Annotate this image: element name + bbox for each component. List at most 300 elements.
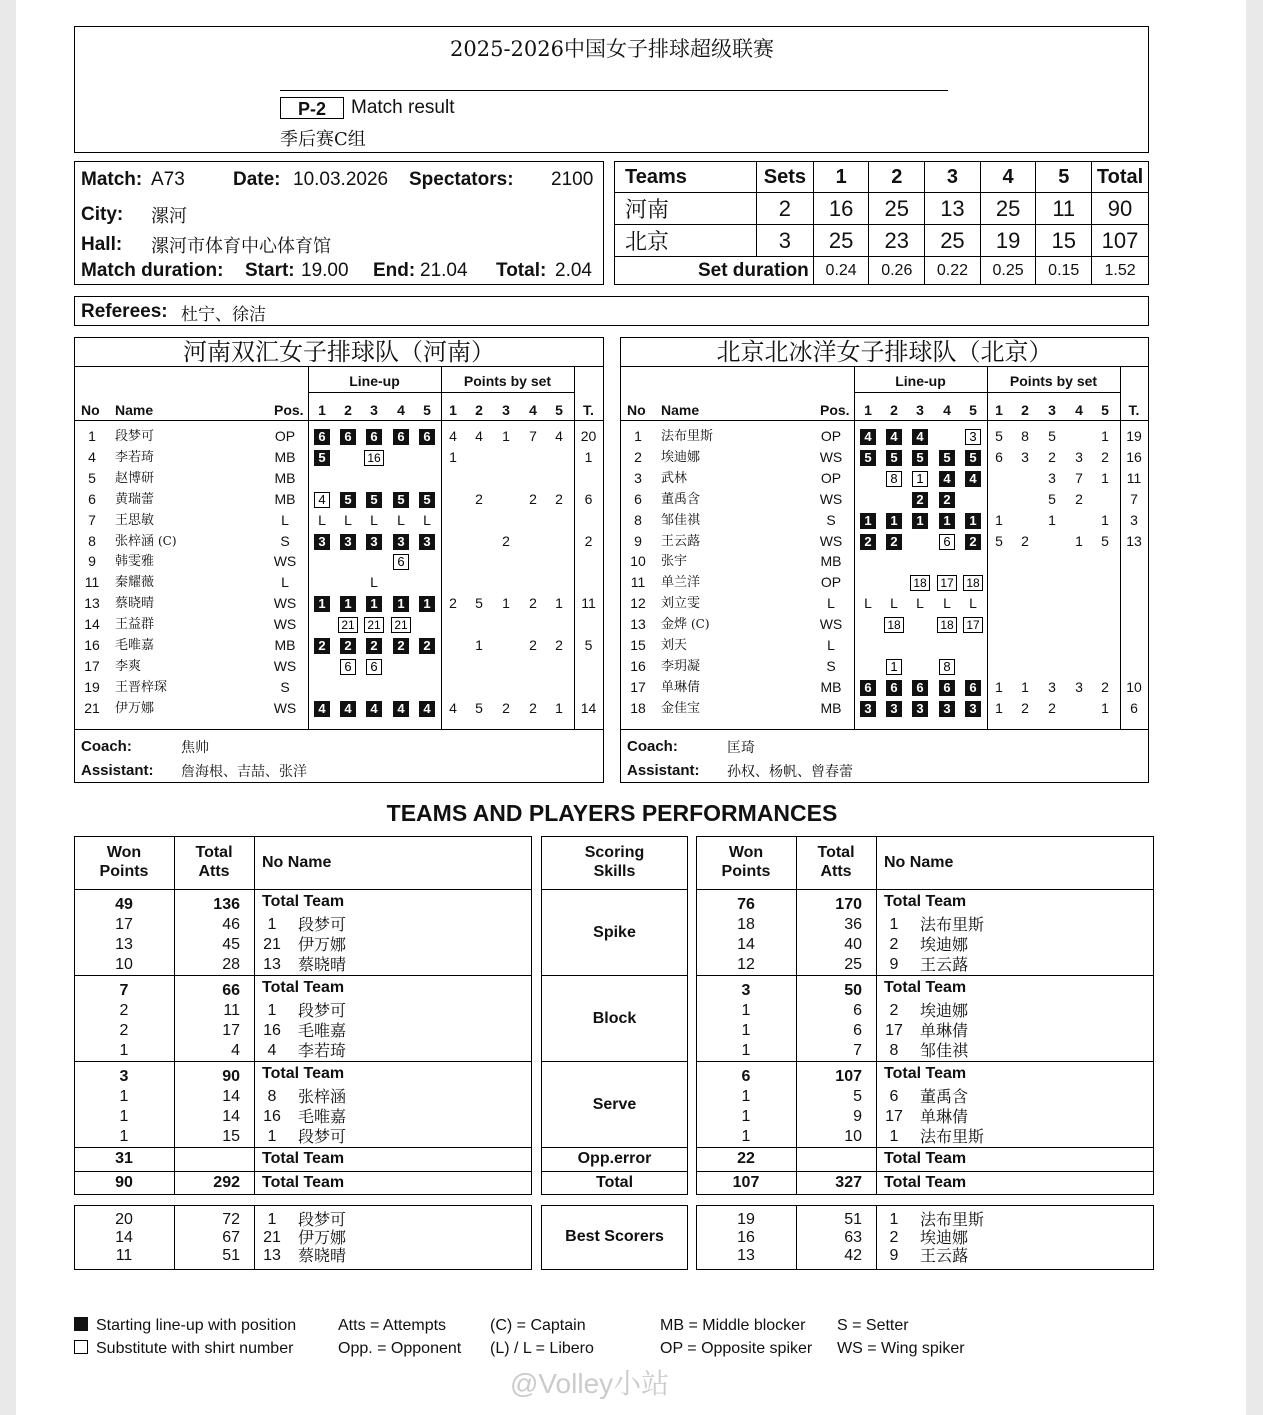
player-name: 王益群 (115, 617, 155, 633)
substitute-mark: 8 (939, 659, 955, 675)
player-row (75, 656, 603, 677)
set-points: 3 (1048, 469, 1056, 486)
set-points: 7 (1075, 469, 1083, 486)
starting-position-mark: 5 (314, 450, 330, 466)
player-atts: 14 (222, 1108, 240, 1125)
player-atts: 14 (222, 1088, 240, 1105)
player-name: 金佳宝 (661, 700, 701, 716)
player-position: WS (273, 657, 297, 674)
set-points: 4 (555, 428, 563, 444)
player-total-points: 13 (1126, 532, 1142, 549)
performance-row-rule (74, 1061, 532, 1062)
performance-row-rule (696, 1171, 1154, 1172)
player-atts: 11 (223, 1002, 240, 1019)
legend-substitute (74, 1340, 293, 1358)
player-position: MB (274, 469, 296, 486)
team-total-atts: 170 (835, 896, 862, 913)
header-box (74, 26, 1149, 153)
legend-s: S = Setter (837, 1317, 909, 1334)
player-name: 张梓涵 (298, 1087, 347, 1106)
player-number: 1 (889, 916, 899, 933)
set-points: 2 (502, 699, 510, 716)
referees-box (74, 296, 1149, 326)
player-number: 8 (889, 1042, 899, 1059)
away-set2: 23 (869, 225, 925, 257)
player-row (621, 635, 1148, 656)
player-name: 刘立雯 (661, 596, 701, 612)
set-points: 2 (1048, 699, 1056, 716)
player-number: 9 (889, 956, 899, 973)
player-name: 李若琦 (115, 449, 155, 465)
skills-row-rule (541, 1171, 688, 1172)
player-name: 王云蕗 (920, 955, 969, 974)
starting-position-mark: 1 (340, 596, 356, 612)
assistant-names: 詹海根、吉喆、张洋 (181, 764, 307, 780)
match-info-box (74, 161, 604, 285)
substitute-mark: 4 (314, 492, 330, 508)
scorer-atts: 51 (222, 1247, 240, 1264)
player-number: 1 (267, 916, 277, 933)
player-atts: 17 (222, 1022, 240, 1039)
set-points: 2 (1101, 448, 1109, 465)
player-name: 蔡晓晴 (115, 596, 155, 612)
performance-row-rule (74, 1147, 532, 1148)
player-total-points: 1 (584, 448, 593, 465)
player-row (621, 447, 1148, 468)
team-won-points: 3 (741, 982, 751, 999)
coach-rule (621, 729, 1148, 730)
scorer-name: 埃迪娜 (920, 1228, 969, 1247)
player-position: S (280, 532, 290, 549)
player-number: 18 (630, 699, 646, 716)
player-position: L (827, 595, 835, 612)
legend-substitute-text: Substitute with shirt number (96, 1340, 294, 1357)
substitute-mark: 1 (912, 471, 928, 487)
player-position: WS (273, 595, 297, 612)
player-position: WS (819, 490, 843, 507)
player-position: WS (273, 699, 297, 716)
away-set3: 25 (925, 225, 981, 257)
assistant-label: Assistant: (627, 762, 700, 779)
player-number: 11 (630, 574, 646, 591)
player-number: 21 (84, 699, 100, 716)
spectators-label: Spectators: (409, 169, 514, 190)
starting-position-mark: 1 (314, 596, 330, 612)
player-row (621, 698, 1148, 719)
player-row (75, 593, 603, 614)
player-name: 韩雯雅 (115, 554, 155, 570)
starting-position-mark: 2 (860, 534, 876, 550)
set3-header: 3 (925, 162, 981, 193)
starting-position-mark: 3 (314, 534, 330, 550)
starting-position-mark: 4 (912, 429, 928, 445)
assistant-label: Assistant: (81, 762, 154, 779)
player-atts: 5 (853, 1088, 862, 1105)
player-atts: 7 (853, 1042, 862, 1059)
player-number: 17 (885, 1108, 903, 1125)
starting-position-mark: 1 (419, 596, 435, 612)
total-points-header: T. (583, 402, 594, 418)
set-points: 1 (1021, 678, 1029, 695)
away-total-won: 107 (732, 1174, 760, 1191)
starting-position-mark: 4 (314, 701, 330, 717)
scorer-number: 1 (267, 1211, 277, 1228)
player-number: 11 (84, 574, 100, 591)
player-number: 1 (267, 1128, 277, 1145)
player-atts: 28 (222, 956, 240, 973)
player-atts: 6 (853, 1022, 862, 1039)
set-points: 2 (529, 699, 537, 716)
starting-position-mark: 6 (340, 429, 356, 445)
player-number: 17 (630, 678, 646, 695)
name-header: No Name (262, 854, 332, 871)
player-number: 10 (630, 553, 646, 570)
player-number: 1 (267, 1002, 277, 1019)
player-name: 伊万娜 (298, 935, 347, 954)
points-set-2-header: 2 (1021, 402, 1029, 418)
skill-name: Spike (593, 924, 636, 941)
player-number: 4 (88, 448, 96, 465)
away-set4: 19 (980, 225, 1036, 257)
set1-header: 1 (813, 162, 869, 193)
player-won-points: 1 (741, 1042, 751, 1059)
opp-error-label: Opp.error (577, 1150, 652, 1167)
player-position: S (280, 678, 290, 695)
name-header: No Name (884, 854, 954, 871)
player-total-points: 11 (1126, 469, 1142, 486)
home-sets: 2 (757, 193, 814, 225)
set1-duration: 0.24 (813, 257, 869, 285)
player-name: 武林 (661, 470, 688, 486)
player-position: L (827, 637, 835, 653)
score-row-home (615, 193, 1149, 225)
match-number: A73 (151, 169, 185, 190)
starting-position-mark: 3 (860, 701, 876, 717)
set2-header: 2 (869, 162, 925, 193)
team-title: 河南双汇女子排球队（河南） (75, 338, 603, 367)
player-won-points: 1 (741, 1108, 751, 1125)
player-position: WS (273, 553, 297, 570)
player-atts: 10 (844, 1128, 862, 1145)
player-atts: 25 (844, 956, 862, 973)
document-code: P-2 (280, 97, 344, 119)
legend-ws: WS = Wing spiker (837, 1340, 965, 1357)
referees-label: Referees: (81, 301, 168, 322)
player-name: 李爽 (115, 658, 142, 674)
substitute-mark: 21 (338, 617, 358, 633)
player-position: MB (820, 699, 842, 716)
player-name: 董禹含 (920, 1087, 969, 1106)
team-total-atts: 66 (222, 982, 240, 999)
set-duration-row (615, 257, 1149, 285)
player-name: 法布里斯 (920, 1127, 985, 1146)
player-name: 单琳倩 (920, 1107, 969, 1126)
legend-starting-text: Starting line-up with position (96, 1317, 297, 1334)
player-name: 段梦可 (298, 915, 347, 934)
player-name: 刘天 (661, 638, 688, 653)
won-points-header: Won Points (721, 844, 771, 880)
set-points: 2 (555, 490, 563, 507)
total-header: Total (1092, 162, 1149, 193)
player-name: 蔡晓晴 (298, 955, 347, 974)
player-total-points: 16 (1126, 448, 1142, 465)
player-position: L (281, 574, 289, 591)
home-set4: 25 (980, 193, 1036, 225)
player-total-points: 6 (584, 490, 593, 507)
player-row (621, 593, 1148, 614)
set2-duration: 0.26 (869, 257, 925, 285)
player-total-points: 3 (1130, 511, 1138, 528)
substitute-mark: 16 (364, 450, 384, 466)
starting-position-mark: 1 (965, 513, 981, 529)
player-row (75, 551, 603, 572)
teams-header: Teams (615, 162, 757, 193)
legend-op: OP = Opposite spiker (660, 1340, 813, 1357)
substitute-mark: 1 (886, 659, 902, 675)
substitute-mark: 18 (937, 617, 957, 633)
player-number: 21 (263, 936, 281, 953)
away-set1: 25 (813, 225, 869, 257)
lineup-header: Line-up (895, 373, 946, 389)
team-won-points: 6 (741, 1068, 751, 1085)
home-set3: 13 (925, 193, 981, 225)
player-position: OP (820, 428, 842, 444)
player-position: S (826, 657, 836, 674)
scorer-atts: 51 (844, 1211, 862, 1228)
player-number: 8 (267, 1088, 277, 1105)
skill-name: Block (592, 1010, 637, 1027)
points-set-3-header: 3 (1048, 402, 1056, 418)
starting-position-mark: 5 (366, 492, 382, 508)
captain-mark: (C) (158, 533, 177, 548)
set-points: 1 (1075, 532, 1083, 549)
legend-mb: MB = Middle blocker (660, 1317, 806, 1334)
player-position: OP (820, 469, 842, 486)
player-name: 段梦可 (115, 429, 155, 444)
player-number: 16 (263, 1022, 281, 1039)
set-points: 3 (1021, 448, 1029, 465)
player-name: 秦耀薇 (115, 575, 155, 591)
player-row (621, 531, 1148, 552)
player-row (75, 698, 603, 719)
set4-header: 4 (980, 162, 1036, 193)
start-time: 19.00 (301, 260, 349, 281)
scorer-number: 21 (263, 1229, 281, 1246)
player-row (621, 572, 1148, 593)
substitute-mark: 6 (939, 534, 955, 550)
starting-position-mark: 1 (860, 513, 876, 529)
player-total-points: 10 (1126, 678, 1142, 695)
set-points: 4 (475, 428, 483, 444)
set-points: 3 (1075, 678, 1083, 695)
set-points: 2 (555, 637, 563, 653)
team-won-points: 3 (119, 1068, 129, 1085)
libero-mark: L (423, 511, 431, 528)
substitute-mark: 21 (391, 617, 411, 633)
referees-names: 杜宁、徐洁 (181, 305, 266, 325)
player-name: 张宇 (661, 554, 688, 570)
watermark: @Volley小站 (510, 1368, 670, 1399)
skill-name: Serve (592, 1096, 637, 1113)
total-atts-header: Total Atts (195, 844, 233, 880)
starting-position-mark: 2 (886, 534, 902, 550)
set-points: 2 (502, 532, 510, 549)
libero-mark: L (890, 595, 898, 612)
player-number: 17 (84, 657, 100, 674)
player-won-points: 1 (741, 1128, 751, 1145)
stage-group: 季后赛C组 (280, 129, 366, 150)
away-set5: 15 (1036, 225, 1092, 257)
performance-row-rule (74, 975, 532, 976)
player-row (621, 614, 1148, 635)
total-team-label: Total Team (884, 893, 967, 910)
starting-position-mark: 1 (393, 596, 409, 612)
subheader-rule (308, 392, 574, 393)
name-header: Name (115, 402, 154, 418)
date-label: Date: (233, 169, 281, 190)
home-roster (74, 337, 604, 783)
starting-position-mark: 4 (393, 701, 409, 717)
player-number: 9 (634, 532, 642, 549)
player-position: OP (274, 428, 296, 444)
starting-position-mark: 6 (965, 680, 981, 696)
document-type: Match result (351, 97, 455, 118)
player-name: 段梦可 (298, 1127, 347, 1146)
player-name: 邹佳祺 (920, 1041, 969, 1060)
player-row (75, 677, 603, 698)
set-points: 1 (555, 699, 563, 716)
name-header: Name (661, 402, 700, 418)
team-won-points: 7 (119, 982, 129, 999)
player-row (621, 510, 1148, 531)
total-team-label: Total Team (262, 979, 345, 996)
starting-position-mark: 5 (860, 450, 876, 466)
set-points: 2 (1101, 678, 1109, 695)
player-number: 17 (885, 1022, 903, 1039)
player-name: 毛唯嘉 (115, 638, 155, 653)
performance-row-rule (696, 1061, 1154, 1062)
subheader-rule (854, 392, 1120, 393)
player-name: 单琳倩 (920, 1021, 969, 1040)
scorer-number: 9 (889, 1247, 899, 1264)
scorer-atts: 42 (844, 1247, 862, 1264)
player-total-points: 2 (584, 532, 593, 549)
set-points: 1 (995, 699, 1003, 716)
starting-position-mark: 6 (393, 429, 409, 445)
starting-position-mark: 5 (939, 450, 955, 466)
starting-position-mark: 4 (366, 701, 382, 717)
substitute-mark: 17 (937, 575, 957, 591)
player-name: 赵博研 (115, 470, 155, 486)
player-total-points: 20 (580, 428, 597, 444)
won-points-header: Won Points (99, 844, 149, 880)
player-row (75, 447, 603, 468)
set-points: 2 (1075, 490, 1083, 507)
lineup-set-3-header: 3 (916, 402, 924, 418)
set-points: 3 (1075, 448, 1083, 465)
points-set-3-header: 3 (502, 402, 510, 418)
scorer-name: 法布里斯 (920, 1210, 985, 1229)
starting-position-mark: 4 (419, 701, 435, 717)
player-won-points: 1 (119, 1128, 129, 1145)
player-total-points: 5 (584, 637, 593, 653)
libero-mark: L (397, 511, 405, 528)
points-set-4-header: 4 (1075, 402, 1083, 418)
legend-opp: Opp. = Opponent (338, 1340, 462, 1357)
libero-mark: L (318, 511, 326, 528)
set-points: 4 (449, 428, 457, 444)
scorer-points: 14 (115, 1229, 133, 1246)
player-name: 李玥凝 (661, 658, 701, 674)
legend-atts: Atts = Attempts (338, 1317, 447, 1334)
end-time: 21.04 (420, 260, 468, 281)
substitute-mark: 21 (364, 617, 384, 633)
lineup-set-1-header: 1 (864, 402, 872, 418)
player-number: 16 (84, 637, 100, 653)
total-team-label: Total Team (262, 1174, 345, 1191)
starting-position-mark: 4 (860, 429, 876, 445)
set-points: 2 (1021, 532, 1029, 549)
scorer-points: 16 (737, 1229, 755, 1246)
set5-duration: 0.15 (1036, 257, 1092, 285)
scorer-points: 13 (737, 1247, 755, 1264)
home-total: 90 (1092, 193, 1149, 225)
set5-header: 5 (1036, 162, 1092, 193)
total-team-label: Total Team (884, 979, 967, 996)
no-header: No (627, 402, 646, 418)
total-set-duration: 1.52 (1092, 257, 1149, 285)
scorer-atts: 67 (222, 1229, 240, 1246)
player-won-points: 13 (115, 936, 133, 953)
player-position: MB (274, 490, 296, 507)
player-position: WS (819, 532, 843, 549)
city-label: City: (81, 204, 124, 225)
starting-position-mark: 2 (393, 638, 409, 654)
player-number: 13 (84, 595, 100, 612)
player-name: 段梦可 (298, 1001, 347, 1020)
set-points: 1 (995, 511, 1003, 528)
player-position: MB (274, 448, 296, 465)
filled-square-icon (74, 1317, 88, 1331)
total-atts-header: Total Atts (817, 844, 855, 880)
home-set1: 16 (813, 193, 869, 225)
set-points: 5 (995, 532, 1003, 549)
start-label: Start: (245, 260, 295, 281)
player-number: 14 (84, 616, 100, 633)
player-number: 6 (88, 490, 96, 507)
player-row (75, 635, 603, 656)
home-total-atts: 292 (213, 1174, 240, 1191)
player-total-points: 19 (1126, 428, 1142, 444)
starting-position-mark: 3 (366, 534, 382, 550)
starting-position-mark: 1 (886, 513, 902, 529)
player-number: 1 (889, 1128, 899, 1145)
away-team: 北京 (615, 225, 757, 257)
pos-header: Pos. (820, 402, 850, 418)
team-total-atts: 136 (213, 896, 240, 913)
performance-row-rule (696, 975, 1154, 976)
player-position: MB (274, 637, 296, 653)
player-row (621, 677, 1148, 698)
set-points: 3 (1048, 678, 1056, 695)
home-team: 河南 (615, 193, 757, 225)
player-number: 8 (634, 511, 642, 528)
set-points: 1 (1101, 511, 1109, 528)
player-number: 13 (630, 616, 646, 633)
scorer-points: 11 (115, 1247, 133, 1264)
scorer-number: 1 (889, 1211, 899, 1228)
starting-position-mark: 2 (939, 492, 955, 508)
